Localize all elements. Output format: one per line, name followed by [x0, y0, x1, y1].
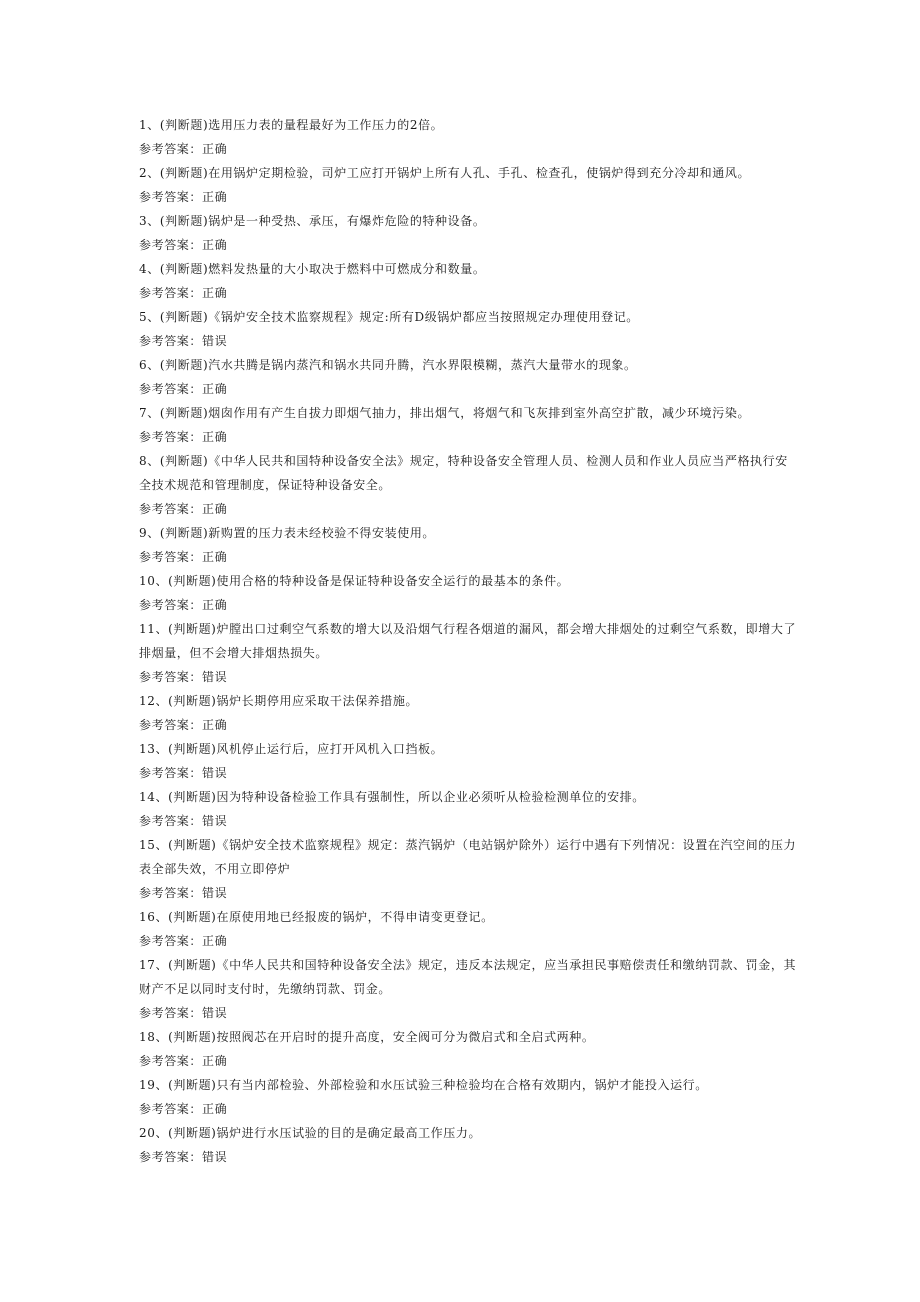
answer-value: 错误: [202, 886, 228, 900]
question-separator: 、: [147, 526, 160, 540]
question-separator: 、: [147, 118, 160, 132]
question-number: 12: [139, 694, 156, 708]
answer-value: 正确: [202, 286, 228, 300]
question-type: (判断题): [168, 694, 217, 708]
question-separator: 、: [147, 406, 160, 420]
question-17: [139, 953, 799, 1001]
question-11: [139, 617, 799, 665]
answer-label: 参考答案：: [139, 430, 203, 444]
question-text: 汽水共腾是锅内蒸汽和锅水共同升腾，汽水界限模糊，蒸汽大量带水的现象。: [208, 358, 637, 372]
answer-4: [139, 281, 799, 305]
answer-5: [139, 329, 799, 353]
question-text: 风机停止运行后，应打开风机入口挡板。: [216, 742, 444, 756]
answer-value: 正确: [202, 430, 228, 444]
answer-value: 正确: [202, 1054, 228, 1068]
answer-8: [139, 497, 799, 521]
answer-label: 参考答案：: [139, 1006, 203, 1020]
answer-13: [139, 761, 799, 785]
question-separator: 、: [155, 622, 169, 636]
answer-label: 参考答案：: [139, 334, 203, 348]
question-type: (判断题): [168, 838, 217, 852]
question-8: [139, 449, 799, 497]
question-20: [139, 1121, 799, 1145]
question-15: [139, 833, 799, 881]
answer-value: 正确: [202, 502, 228, 516]
question-text: 锅炉是一种受热、承压，有爆炸危险的特种设备。: [208, 214, 486, 228]
question-text: 按照阀芯在开启时的提升高度，安全阀可分为微启式和全启式两种。: [216, 1030, 595, 1044]
question-4: [139, 257, 799, 281]
question-separator: 、: [147, 214, 160, 228]
question-number: 5: [139, 310, 148, 324]
question-text: 使用合格的特种设备是保证特种设备安全运行的最基本的条件。: [216, 574, 570, 588]
question-14: [139, 785, 799, 809]
question-separator: 、: [155, 958, 169, 972]
answer-value: 错误: [202, 1150, 228, 1164]
question-9: [139, 521, 799, 545]
question-text: 锅炉长期停用应采取干法保养措施。: [216, 694, 419, 708]
question-separator: 、: [155, 790, 169, 804]
answer-10: [139, 593, 799, 617]
question-type: (判断题): [168, 910, 217, 924]
question-separator: 、: [147, 166, 160, 180]
answer-value: 错误: [202, 1006, 228, 1020]
question-type: (判断题): [168, 574, 217, 588]
question-separator: 、: [155, 694, 169, 708]
question-separator: 、: [147, 262, 160, 276]
answer-18: [139, 1049, 799, 1073]
answer-value: 正确: [202, 190, 228, 204]
question-text: 《锅炉安全技术监察规程》规定:所有D级锅炉都应当按照规定办理使用登记。: [208, 310, 639, 324]
answer-label: 参考答案：: [139, 1054, 203, 1068]
answer-label: 参考答案：: [139, 502, 203, 516]
question-text: 炉膛出口过剩空气系数的增大以及沿烟气行程各烟道的漏风，都会增大排烟处的过剩空气系数，即增大了排烟量，但不会增大排烟热损失。: [139, 622, 797, 660]
answer-value: 正确: [202, 934, 228, 948]
answer-label: 参考答案：: [139, 934, 203, 948]
question-number: 17: [139, 958, 156, 972]
answer-value: 正确: [202, 142, 228, 156]
question-number: 7: [139, 406, 148, 420]
question-separator: 、: [155, 1030, 169, 1044]
question-text: 锅炉进行水压试验的目的是确定最高工作压力。: [216, 1126, 482, 1140]
question-6: [139, 353, 799, 377]
question-5: [139, 305, 799, 329]
question-number: 3: [139, 214, 148, 228]
question-number: 6: [139, 358, 148, 372]
question-separator: 、: [147, 358, 160, 372]
answer-12: [139, 713, 799, 737]
question-type: (判断题): [159, 358, 209, 372]
question-3: [139, 209, 799, 233]
question-text: 《中华人民共和国特种设备安全法》规定，违反本法规定，应当承担民事赔偿责任和缴纳罚款、罚金，其财产不足以同时支付时，先缴纳罚款、罚金。: [139, 958, 797, 996]
question-2: [139, 161, 799, 185]
answer-9: [139, 545, 799, 569]
question-type: (判断题): [159, 166, 209, 180]
question-type: (判断题): [159, 310, 209, 324]
question-text: 因为特种设备检验工作具有强制性，所以企业必须听从检验检测单位的安排。: [216, 790, 645, 804]
question-text: 在原使用地已经报废的锅炉，不得申请变更登记。: [216, 910, 494, 924]
answer-label: 参考答案：: [139, 766, 203, 780]
question-number: 14: [139, 790, 156, 804]
question-number: 19: [139, 1078, 156, 1092]
question-text: 只有当内部检验、外部检验和水压试验三种检验均在合格有效期内，锅炉才能投入运行。: [216, 1078, 708, 1092]
answer-label: 参考答案：: [139, 886, 203, 900]
answer-3: [139, 233, 799, 257]
answer-label: 参考答案：: [139, 238, 203, 252]
question-12: [139, 689, 799, 713]
answer-7: [139, 425, 799, 449]
answer-value: 正确: [202, 550, 228, 564]
answer-6: [139, 377, 799, 401]
answer-20: [139, 1145, 799, 1169]
question-type: (判断题): [159, 214, 209, 228]
question-text: 烟囱作用有产生自拔力即烟气抽力，排出烟气，将烟气和飞灰排到室外高空扩散，减少环境污染。: [208, 406, 751, 420]
question-type: (判断题): [168, 1030, 217, 1044]
question-type: (判断题): [168, 742, 217, 756]
answer-value: 正确: [202, 718, 228, 732]
answer-value: 正确: [202, 382, 228, 396]
question-number: 2: [139, 166, 148, 180]
question-type: (判断题): [159, 406, 209, 420]
question-type: (判断题): [168, 1078, 217, 1092]
answer-label: 参考答案：: [139, 814, 203, 828]
answer-15: [139, 881, 799, 905]
question-number: 10: [139, 574, 156, 588]
answer-label: 参考答案：: [139, 286, 203, 300]
question-number: 18: [139, 1030, 156, 1044]
question-18: [139, 1025, 799, 1049]
question-separator: 、: [155, 1126, 169, 1140]
question-text: 新购置的压力表未经校验不得安装使用。: [208, 526, 436, 540]
question-number: 20: [139, 1126, 156, 1140]
answer-label: 参考答案：: [139, 550, 203, 564]
answer-17: [139, 1001, 799, 1025]
answer-2: [139, 185, 799, 209]
question-number: 15: [139, 838, 156, 852]
question-type: (判断题): [168, 622, 217, 636]
question-type: (判断题): [159, 454, 209, 468]
question-separator: 、: [147, 310, 160, 324]
question-number: 1: [139, 118, 148, 132]
question-number: 8: [139, 454, 148, 468]
question-separator: 、: [155, 910, 169, 924]
question-text: 在用锅炉定期检验，司炉工应打开锅炉上所有人孔、手孔、检查孔，使锅炉得到充分冷却和通风。: [208, 166, 751, 180]
answer-label: 参考答案：: [139, 142, 203, 156]
question-type: (判断题): [159, 118, 209, 132]
answer-value: 错误: [202, 814, 228, 828]
question-separator: 、: [155, 838, 169, 852]
answer-label: 参考答案：: [139, 1150, 203, 1164]
question-16: [139, 905, 799, 929]
answer-19: [139, 1097, 799, 1121]
question-type: (判断题): [168, 1126, 217, 1140]
answer-value: 错误: [202, 670, 228, 684]
question-text: 《中华人民共和国特种设备安全法》规定，特种设备安全管理人员、检测人员和作业人员应当严格执行安全技术规范和管理制度，保证特种设备安全。: [139, 454, 788, 492]
question-text: 《锅炉安全技术监察规程》规定：蒸汽锅炉（电站锅炉除外）运行中遇有下列情况：设置在汽空间的压力表全部失效，不用立即停炉: [139, 838, 797, 876]
answer-label: 参考答案：: [139, 1102, 203, 1116]
question-19: [139, 1073, 799, 1097]
answer-label: 参考答案：: [139, 598, 203, 612]
answer-1: [139, 137, 799, 161]
question-separator: 、: [147, 454, 160, 468]
question-separator: 、: [155, 1078, 169, 1092]
question-number: 4: [139, 262, 148, 276]
question-separator: 、: [155, 742, 169, 756]
question-13: [139, 737, 799, 761]
answer-label: 参考答案：: [139, 718, 203, 732]
answer-label: 参考答案：: [139, 670, 203, 684]
question-number: 16: [139, 910, 156, 924]
question-text: 燃料发热量的大小取决于燃料中可燃成分和数量。: [208, 262, 486, 276]
question-text: 选用压力表的量程最好为工作压力的2倍。: [208, 118, 444, 132]
answer-16: [139, 929, 799, 953]
question-1: [139, 113, 799, 137]
answer-value: 正确: [202, 1102, 228, 1116]
answer-11: [139, 665, 799, 689]
question-list: [139, 113, 799, 1169]
question-type: (判断题): [159, 262, 209, 276]
question-10: [139, 569, 799, 593]
question-type: (判断题): [168, 958, 217, 972]
question-number: 13: [139, 742, 156, 756]
answer-14: [139, 809, 799, 833]
answer-value: 正确: [202, 238, 228, 252]
question-7: [139, 401, 799, 425]
answer-label: 参考答案：: [139, 190, 203, 204]
answer-value: 错误: [202, 766, 228, 780]
answer-value: 错误: [202, 334, 228, 348]
question-number: 11: [139, 622, 156, 636]
answer-value: 正确: [202, 598, 228, 612]
answer-label: 参考答案：: [139, 382, 203, 396]
question-type: (判断题): [159, 526, 209, 540]
question-type: (判断题): [168, 790, 217, 804]
question-separator: 、: [155, 574, 169, 588]
question-number: 9: [139, 526, 148, 540]
